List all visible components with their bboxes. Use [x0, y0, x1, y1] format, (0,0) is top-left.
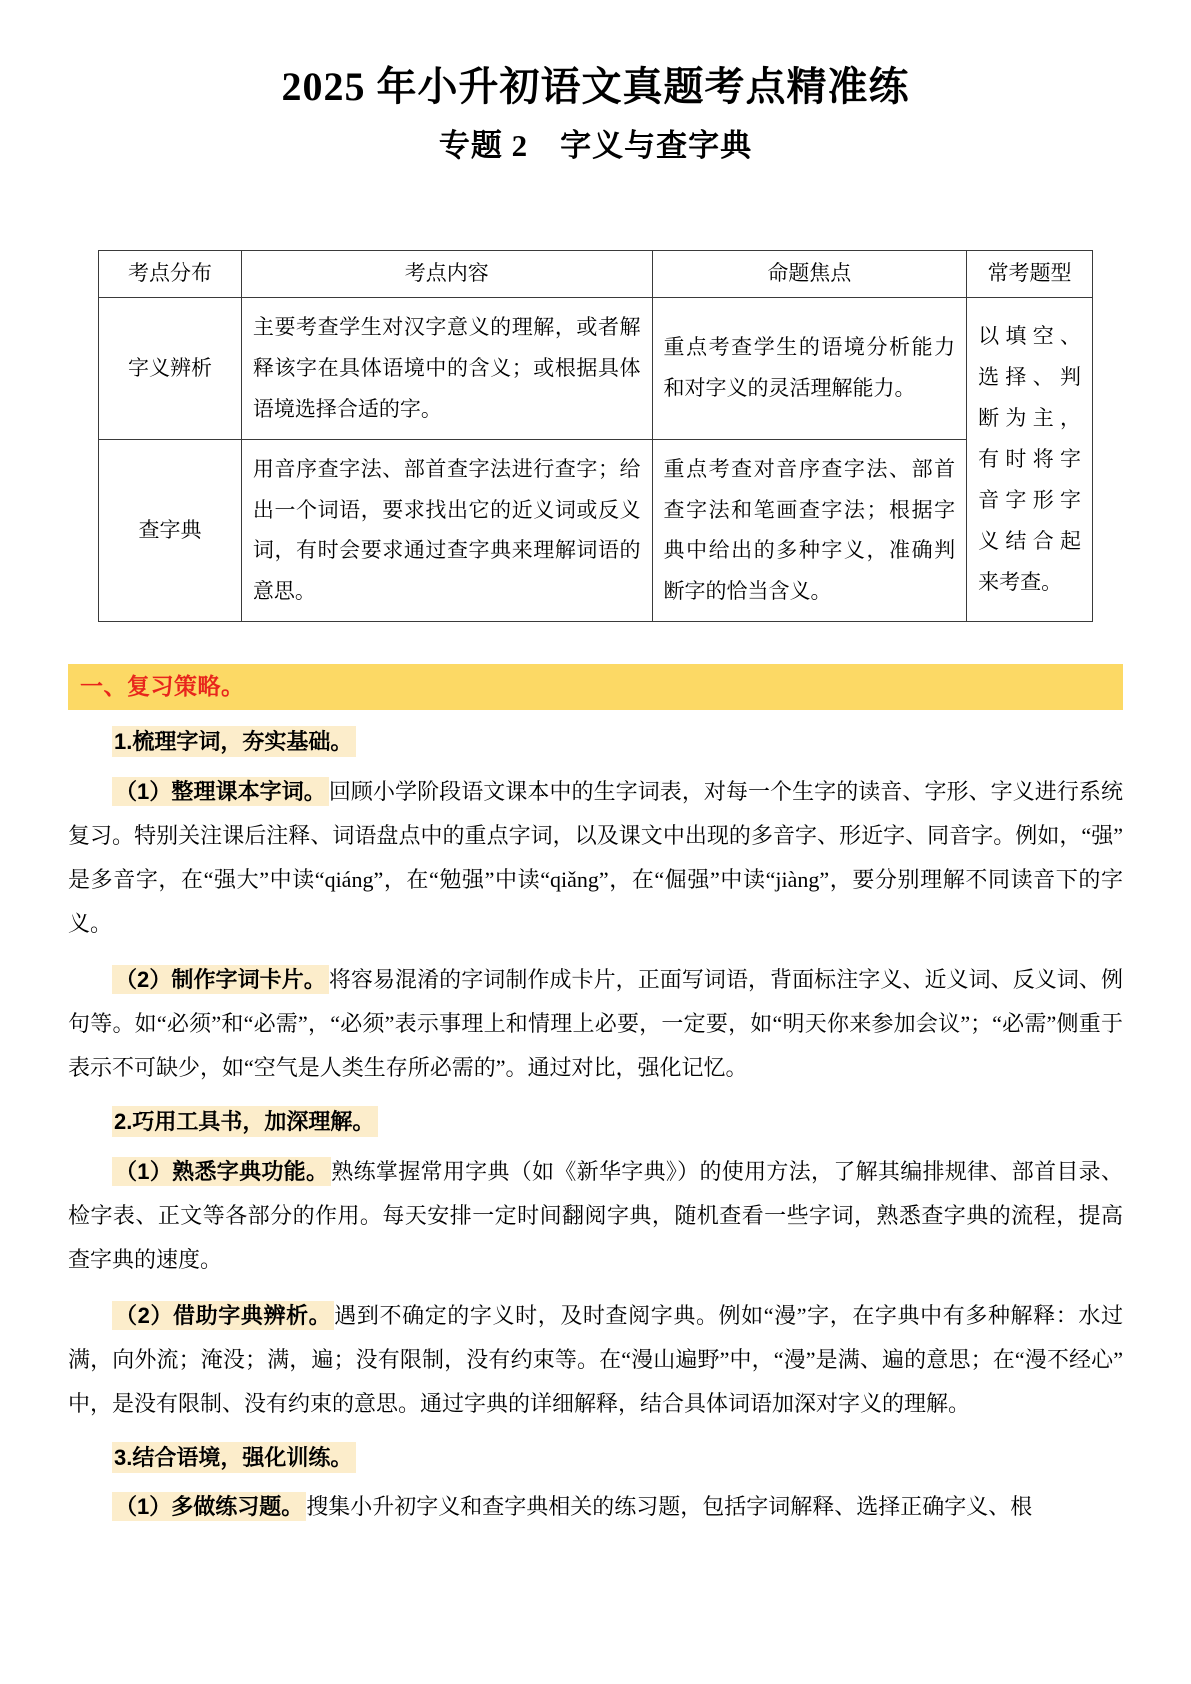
cell-distribution: 字义辨析 [99, 297, 242, 439]
table-header-row [99, 251, 1093, 298]
table-body [99, 297, 1093, 622]
cell-focus: 重点考查对音序查字法、部首查字法和笔画查字法；根据字典中给出的多种字义，准确判断字的恰当含义。 [652, 439, 967, 622]
paragraph-word-cards [68, 958, 1123, 1090]
question-type-part-2: 有时将字音字形字义结合起来考查。 [978, 447, 1081, 594]
page-title: 2025 年小升初语文真题考点精准练 [281, 64, 910, 109]
cell-distribution: 查字典 [99, 439, 242, 622]
paragraph-dictionary-discrimination [68, 1294, 1123, 1426]
paragraph-lead-label: （1）整理课本字词。 [112, 777, 329, 806]
exam-points-table [98, 250, 1093, 622]
cell-content: 主要考查学生对汉字意义的理解，或者解释该字在具体语境中的含义；或根据具体语境选择合适的字。 [241, 297, 652, 439]
table-row [99, 439, 1093, 622]
column-header-focus: 命题焦点 [652, 251, 967, 298]
cell-focus: 重点考查学生的语境分析能力和对字义的灵活理解能力。 [652, 297, 967, 439]
paragraph-dictionary-functions [68, 1150, 1123, 1282]
subheading-context-training [68, 1443, 1123, 1474]
paragraph-lead-label: （1）熟悉字典功能。 [112, 1157, 331, 1186]
cell-question-type [967, 297, 1093, 622]
table-row [99, 297, 1093, 439]
subheading-label: 3.结合语境，强化训练。 [112, 1442, 356, 1473]
section-heading-review-strategy: 一、复习策略。 [68, 664, 1123, 710]
page-subtitle: 专题 2 字义与查字典 [438, 128, 753, 163]
exam-points-table-container [68, 250, 1123, 622]
paragraph-text: 将容易混淆的字词制作成卡片，正面写词语，背面标注字义、近义词、反义词、例句等。如“必须”和“必需”，“必须”表示事理上和情理上必要，一定要，如“明天你来参加会议”；“必需”侧重于表示不可缺少，如“空气是人类生存所必需的”。通过对比，强化记忆。 [68, 966, 1123, 1080]
column-header-content: 考点内容 [241, 251, 652, 298]
subheading-label: 1.梳理字词，夯实基础。 [112, 726, 356, 757]
paragraph-practice-questions [68, 1485, 1123, 1529]
subheading-use-reference-books [68, 1107, 1123, 1138]
table-header [99, 251, 1093, 298]
subheading-label: 2.巧用工具书，加深理解。 [112, 1106, 378, 1137]
paragraph-textbook-vocabulary [68, 770, 1123, 946]
paragraph-text: 搜集小升初字义和查字典相关的练习题，包括字词解释、选择正确字义、根 [306, 1494, 1033, 1520]
subheading-organize-vocabulary [68, 727, 1123, 758]
paragraph-lead-label: （1）多做练习题。 [112, 1492, 306, 1521]
column-header-question-type: 常考题型 [967, 251, 1093, 298]
paragraph-text: 回顾小学阶段语文课本中的生字词表，对每一个生字的读音、字形、字义进行系统复习。特别关注课后注释、词语盘点中的重点字词，以及课文中出现的多音字、形近字、同音字。例如，“强”是多音字，在“强大”中读“qiáng”，在“勉强”中读“qiǎng”，在“倔强”中读“jiàng”，要分别理解不同读音下的字义。 [68, 778, 1123, 936]
column-header-distribution: 考点分布 [99, 251, 242, 298]
paragraph-text: 遇到不确定的字义时，及时查阅字典。例如“漫”字，在字典中有多种解释：水过满，向外流；淹没；满，遍；没有限制，没有约束等。在“漫山遍野”中，“漫”是满、遍的意思；在“漫不经心”中，是没有限制、没有约束的意思。通过字典的详细解释，结合具体词语加深对字义的理解。 [68, 1302, 1123, 1416]
question-type-part-1: 以填空、选择、判断为主， [978, 324, 1081, 431]
paragraph-lead-label: （2）借助字典辨析。 [112, 1301, 334, 1330]
cell-content: 用音序查字法、部首查字法进行查字；给出一个词语，要求找出它的近义词或反义词，有时会要求通过查字典来理解词语的意思。 [241, 439, 652, 622]
paragraph-lead-label: （2）制作字词卡片。 [112, 965, 329, 994]
paragraph-text: 熟练掌握常用字典（如《新华字典》）的使用方法，了解其编排规律、部首目录、检字表、正文等各部分的作用。每天安排一定时间翻阅字典，随机查看一些字词，熟悉查字典的流程，提高查字典的速度。 [68, 1158, 1123, 1272]
